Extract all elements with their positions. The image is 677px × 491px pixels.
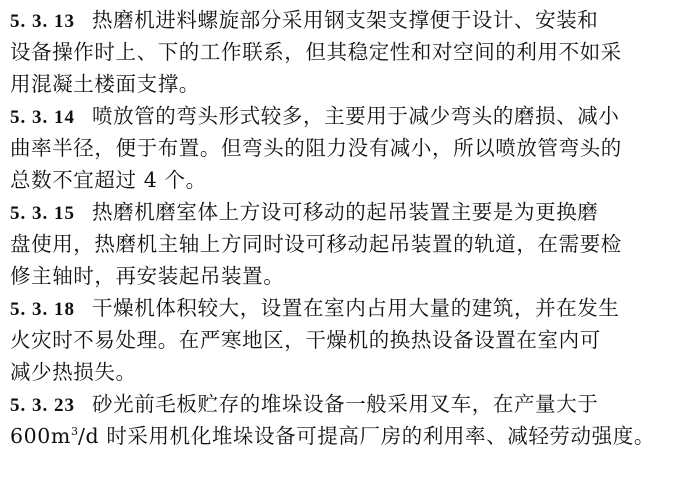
clause-number: 5. 3. 14 [10, 107, 75, 128]
superscript-exponent: 3 [70, 425, 78, 439]
clause-text: 用混凝土楼面支撑。 [10, 72, 200, 96]
clause-line [10, 228, 667, 260]
clause-line [10, 324, 667, 356]
clause-text: 设备操作时上、下的工作联系，但其稳定性和对空间的利用不如采 [10, 40, 622, 64]
clause-number: 5. 3. 23 [10, 395, 75, 416]
clause-text: 总数不宜超过 4 个。 [10, 168, 207, 192]
clause-text: 干燥机体积较大，设置在室内占用大量的建筑，并在发生 [92, 296, 620, 320]
clause-text: /d 时采用机化堆垛设备可提高厂房的利用率、减轻劳动强度。 [77, 424, 655, 448]
clause-text: 盘使用，热磨机主轴上方同时设可移动起吊装置的轨道，在需要检 [10, 232, 622, 256]
clause-line [10, 4, 667, 36]
clause-text: 减少热损失。 [10, 360, 137, 384]
clause-text: 热磨机进料螺旋部分采用钢支架支撑便于设计、安装和 [92, 8, 599, 32]
clause-5-3-23 [10, 388, 667, 452]
clause-text: 火灾时不易处理。在严寒地区，干燥机的换热设备设置在室内可 [10, 328, 601, 352]
clause-text: 修主轴时，再安装起吊装置。 [10, 264, 285, 288]
clause-line [10, 388, 667, 420]
clause-line [10, 164, 667, 196]
clause-text: 砂光前毛板贮存的堆垛设备一般采用叉车，在产量大于 [92, 392, 599, 416]
clause-number: 5. 3. 15 [10, 203, 75, 224]
clause-5-3-14 [10, 100, 667, 196]
clause-5-3-13 [10, 4, 667, 100]
clause-line [10, 132, 667, 164]
clause-line [10, 36, 667, 68]
clause-text-value: 600m [10, 424, 71, 448]
clause-text: 喷放管的弯头形式较多，主要用于减少弯头的磨损、减小 [92, 104, 620, 128]
clause-number: 5. 3. 13 [10, 11, 75, 32]
clause-line [10, 100, 667, 132]
clause-number: 5. 3. 18 [10, 299, 75, 320]
clause-line [10, 356, 667, 388]
clause-line [10, 292, 667, 324]
clause-line [10, 420, 667, 452]
clause-line [10, 196, 667, 228]
clause-text: 曲率半径，便于布置。但弯头的阻力没有减小，所以喷放管弯头的 [10, 136, 622, 160]
clause-line [10, 260, 667, 292]
clause-line [10, 68, 667, 100]
clause-5-3-18 [10, 292, 667, 388]
clause-5-3-15 [10, 196, 667, 292]
clause-text: 热磨机磨室体上方设可移动的起吊装置主要是为更换磨 [92, 200, 599, 224]
